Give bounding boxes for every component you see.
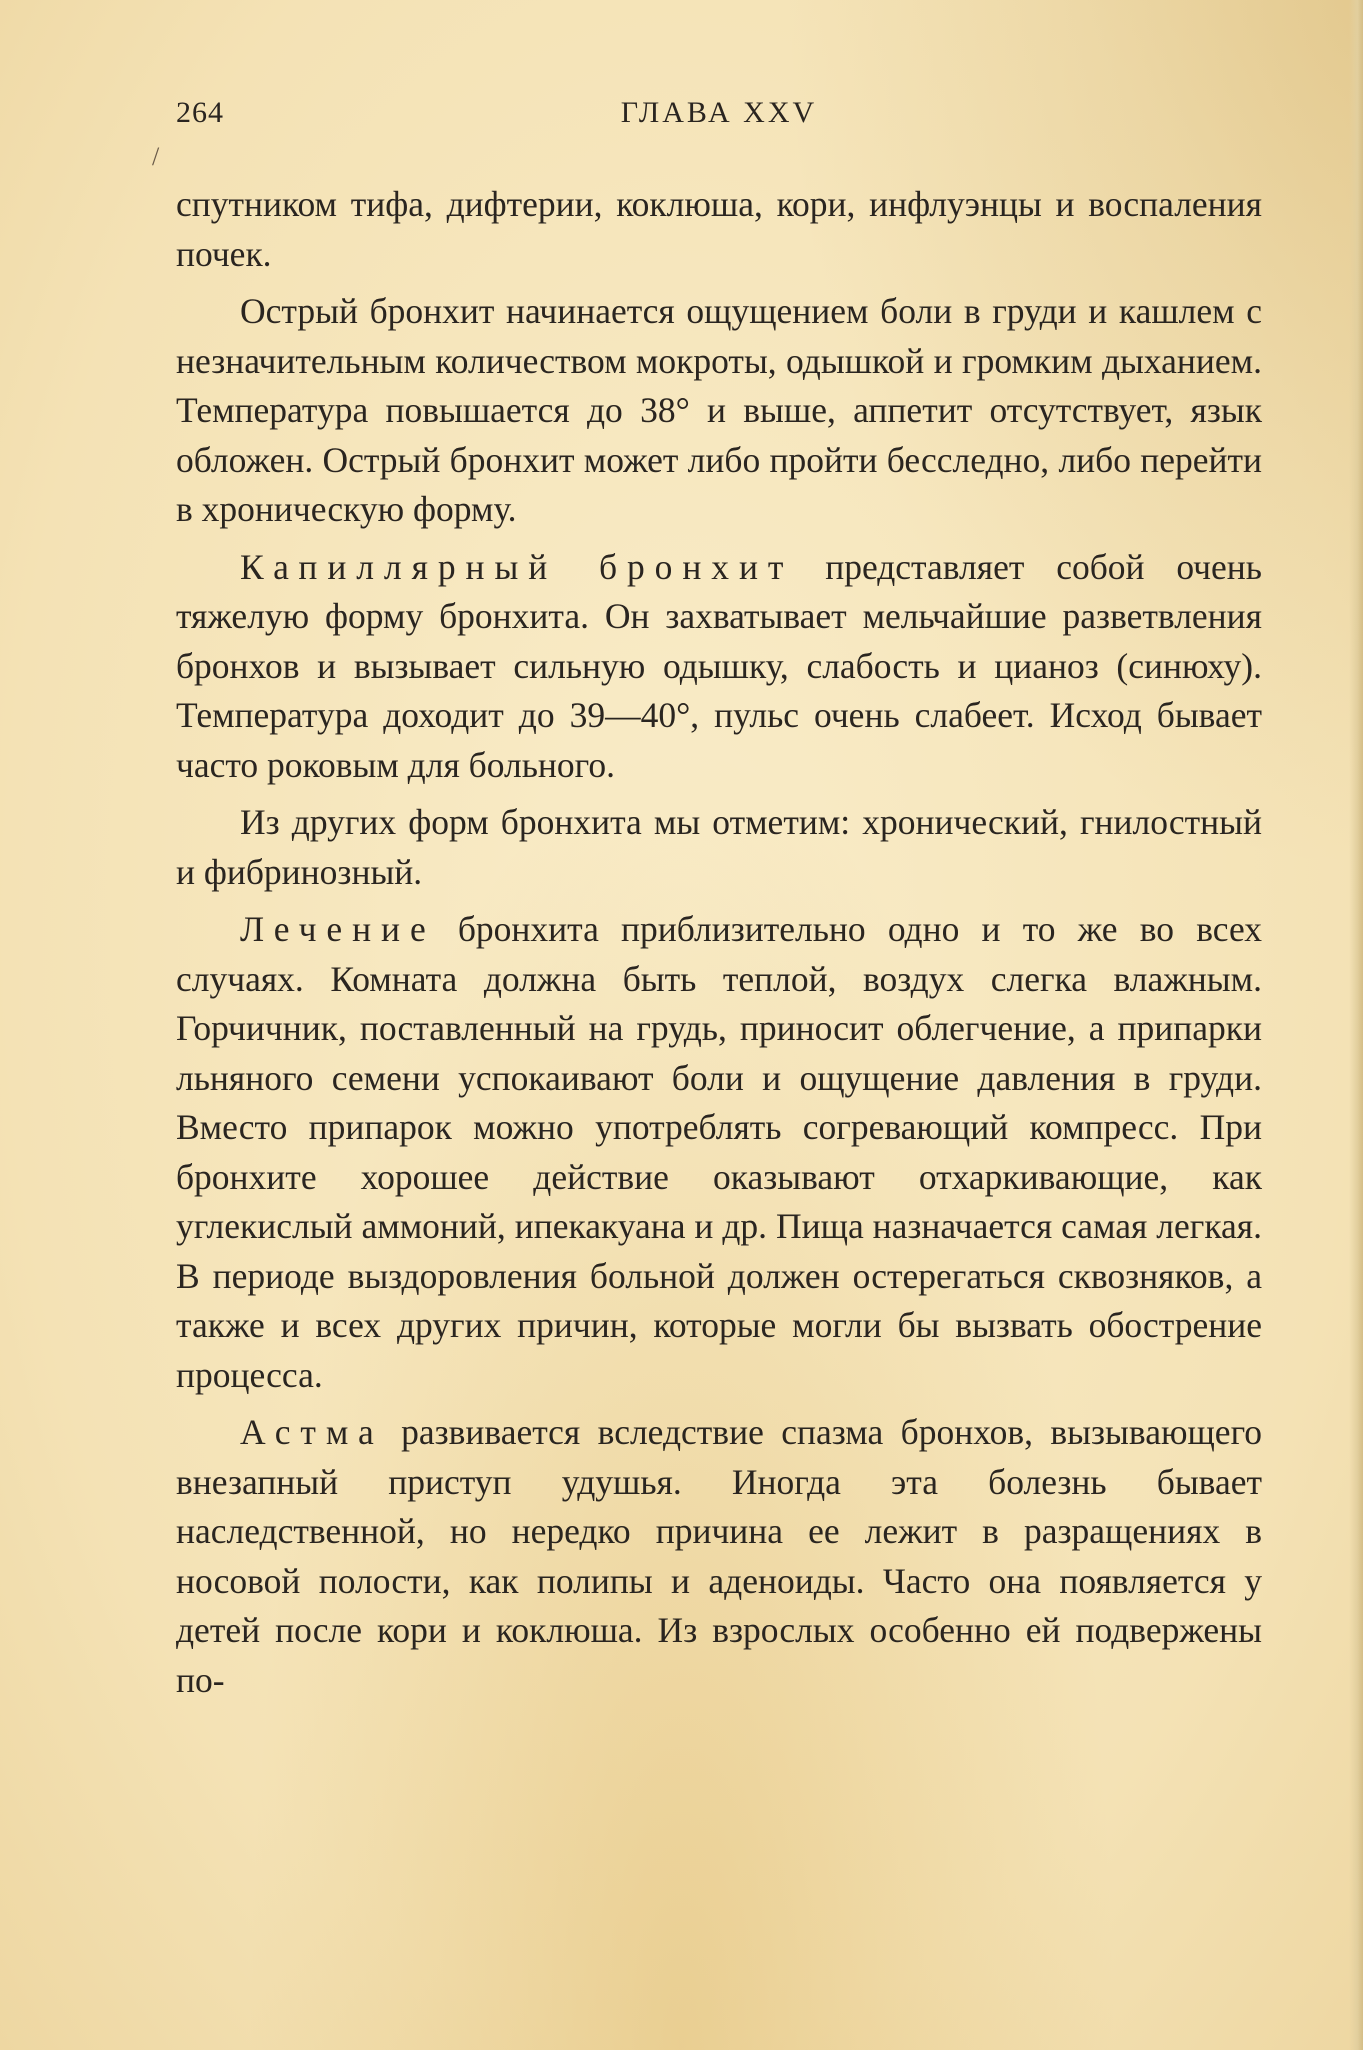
paragraph-lead-term: Астма — [240, 1412, 384, 1452]
paragraph-text: Острый бронхит начинается ощущением боли в груди и кашлем с незначительным количеством мокроты, одышкой и громким дыханием. Температура повышается до 38° и выше, аппетит отсутствует, язык обложен. Острый бронхит может либо пройти бесследно, либо перейти в хроническую форму. — [176, 291, 1262, 529]
paragraph-text: бронхита приблизительно одно и то же во всех случаях. Комната должна быть теплой, воздух слегка влажным. Горчичник, поставленный на грудь, приносит облегчение, а припарки льняного семени успокаивают боли и ощущение давления в груди. Вместо припарок можно употреблять согревающий компресс. При бронхите хорошее действие оказывают отхаркивающие, как углекислый аммоний, ипекакуана и др. Пища назначается самая легкая. В периоде выздоровления больной должен остерегаться сквозняков, а также и всех других причин, которые могли бы вызвать обострение процесса. — [176, 909, 1262, 1395]
pencil-tick-mark: / — [152, 142, 160, 171]
body-text — [176, 180, 1262, 1705]
paragraph-text: спутником тифа, дифтерии, коклюша, кори, инфлуэнцы и воспаления почек. — [176, 184, 1262, 274]
paragraph-2 — [176, 287, 1262, 535]
paragraph-3 — [176, 543, 1262, 791]
paragraph-text: развивается вследствие спазма бронхов, вызывающего внезапный приступ удушья. Иногда эта болезнь бывает наследственной, но нередко причина ее лежит в разращениях в носовой полости, как полипы и аденоиды. Часто она появляется у детей после кори и коклюша. Из взрослых особенно ей подвержены по- — [176, 1412, 1262, 1700]
paragraph-lead-term: Лечение — [240, 909, 436, 949]
page-edge-shadow — [1349, 0, 1363, 2050]
running-header — [176, 96, 1262, 140]
paragraph-5 — [176, 905, 1262, 1400]
paragraph-text: представляет собой очень тяжелую форму бронхита. Он захватывает мельчайшие разветвления бронхов и вызывает сильную одышку, слабость и цианоз (синюху). Температура доходит до 39—40°, пульс очень слабеет. Исход бывает часто роковым для больного. — [176, 546, 1262, 785]
paragraph-text: Из других форм бронхита мы отметим: хронический, гнилостный и фибринозный. — [176, 802, 1262, 892]
page-number: 264 — [176, 96, 224, 129]
paragraph-1 — [176, 180, 1262, 279]
chapter-title: ГЛАВА XXV — [620, 96, 818, 129]
paragraph-6 — [176, 1408, 1262, 1705]
paragraph-4 — [176, 798, 1262, 897]
paragraph-lead-term: Капиллярный бронхит — [240, 546, 794, 587]
